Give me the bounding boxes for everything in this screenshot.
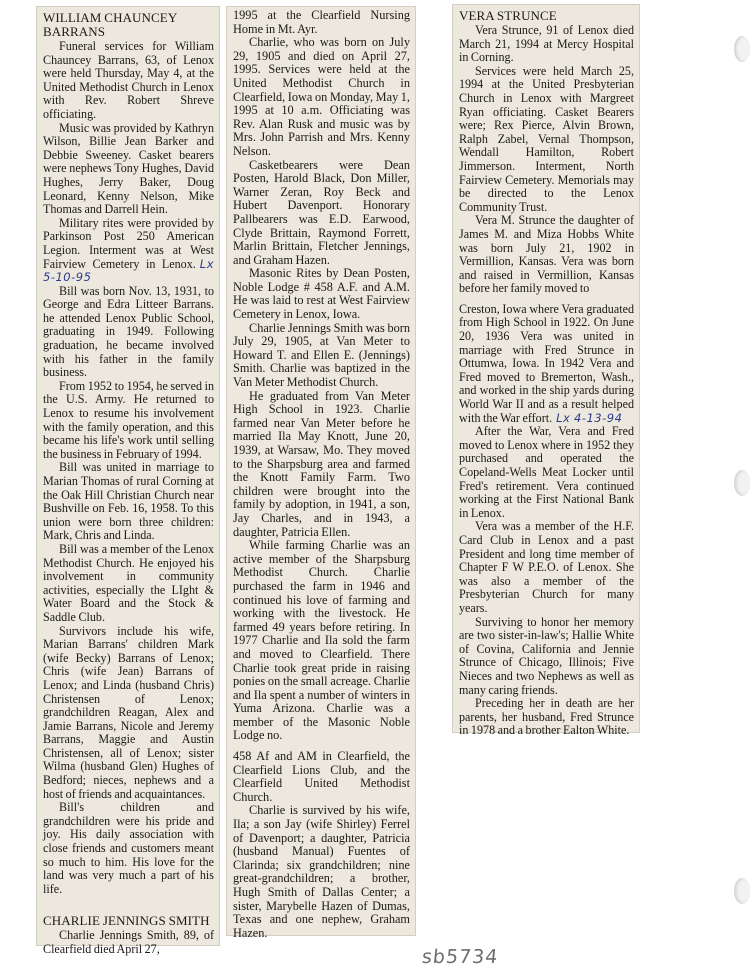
obituary-paragraph: He graduated from Van Meter High School in 1923. Charlie farmed near Van Meter before he married Ila May Knott, June 20, 1939, at Warsaw, Mo. They moved to the Sharpsburg area and farmed the Knott Family Farm. Two children were brought into the family by adoption, in 1941, a son, Jay Charles, and in 1943, a daughter, Patricia Ellen. — [233, 388, 410, 539]
obituary-paragraph: While farming Charlie was an active member of the Sharpsburg Methodist Church. Charlie purchased the farm in 1946 and continued his love of farming and working with the livestock. He farmed 49 years before retiring. In 1977 Charlie and Ila sold the farm and moved to Clearfield. There Charlie took great pride in raising ponies on the small acreage. Charlie and Ila spent a number of winters in Yuma Arizona. Charlie was a member of the Masonic Noble Lodge no. — [233, 538, 410, 743]
obituary-paragraph: Charlie Jennings Smith was born July 29, 1905, at Van Meter to Howard T. and Ellen E. (Jennings) Smith. Charlie was baptized in the Van Meter Methodist Church. — [233, 320, 410, 390]
obituary-paragraph: 458 Af and AM in Clearfield, the Clearfield Lions Club, and the Clearfield United Methodist Church. — [233, 749, 410, 804]
obituary-paragraph: Charlie Jennings Smith, 89, of Clearfield died April 27, — [43, 928, 214, 956]
binder-hole — [734, 878, 750, 904]
obituary-paragraph: Casketbearers were Dean Posten, Harold Black, Don Miller, Warner Zeran, Roy Beck and Hubert Davenport. Honorary Pallbearers was E.D. Earwood, Clyde Brittain, Raymond Forrett, Marlin Brittain, Fletcher Jennings, and Graham Hazen. — [233, 157, 410, 267]
obituary-paragraph: Bill was born Nov. 13, 1931, to George and Edra Litteer Barrans. he attended Lenox Public School, graduating in 1949. Following graduation, he became involved with his father in the family business. — [43, 283, 214, 380]
obituary-paragraph: Vera Strunce, 91 of Lenox died March 21, 1994 at Mercy Hospital in Corning. — [459, 23, 634, 65]
obituary-paragraph: After the War, Vera and Fred moved to Lenox where in 1952 they purchased and operated the Copeland-Wells Meat Locker until Fred's retirement. Vera continued working at the First National Bank in Lenox. — [459, 424, 634, 520]
obituary-paragraph: Charlie, who was born on July 29, 1905 and died on April 27, 1995. Services were held at the United Methodist Church in Clearfield, Iowa on Monday, May 1, 1995 at 10 a.m. Officiating was Rev. Alan Rusk and music was by Mrs. John Parrish and Mrs. Kenny Nelson. — [233, 35, 411, 158]
obituary-heading-strunce: VERA STRUNCE — [459, 8, 557, 23]
obituary-paragraph: Preceding her in death are her parents, her husband, Fred Strunce in 1978 and a brother Ealton White. — [459, 696, 634, 738]
obituary-paragraph: From 1952 to 1954, he served in the U.S. Army. He returned to Lenox to resume his involvement with the family operation, and this became his life's work until selling the business in February of 1994. — [43, 378, 214, 461]
obituary-paragraph: 1995 at the Clearfield Nursing Home in Mt. Ayr. — [233, 8, 410, 36]
obituary-paragraph: Vera was a member of the H.F. Card Club in Lenox and a past President and long time member of Chapter F W P.E.O. of Lenox. She was also a member of the Presbyterian Church for many years. — [459, 519, 634, 615]
obituary-heading-smith: CHARLIE JENNINGS SMITH — [43, 913, 210, 929]
obituary-paragraph: Services were held March 25, 1994 at the United Presbyterian Church in Lenox with Margreet Ryan officiating. Casket Bearers were; Rex Pierce, Alvin Brown, Ralph Zabel, Vernal Thompson, Wendall Hamilton, Robert Jimmerson. Interment, North Fairview Cemetery. Memorials may be directed to the Lenox Community Trust. — [459, 63, 634, 214]
obituary-clipping-strunce — [452, 4, 640, 738]
obituary-paragraph — [459, 303, 634, 425]
obituary-clipping-smith-continued — [226, 6, 416, 940]
obituary-paragraph: Bill's children and grandchildren were his pride and joy. His daily association with close friends and customers meant so much to him. His love for the land was very much a part of his life. — [43, 800, 214, 896]
obituary-paragraph: Survivors include his wife, Marian Barrans' children Mark (wife Becky) Barrans of Lenox; Chris (wife Jean) Barrans of Lenox; and Linda (husband Chris) Christensen of Lenox; grandchildren Reagan, Alex and Jamie Barrans, Nicole and Jeremy Barrans, Maggie and Austin Christensen, all of Lenox; sister Wilma (husband Glen) Hughes of Bedford; nieces, nephews and a host of friends and acquaintances. — [43, 623, 214, 801]
obituary-paragraph: Bill was united in marriage to Marian Thomas of rural Corning at the Oak Hill Christian Church near Bushville on Feb. 16, 1958. To this union were born three children: Mark, Chris and Linda. — [43, 460, 214, 543]
handwritten-date-annotation: Lx 4-13-94 — [556, 410, 623, 425]
obituary-paragraph: Funeral services for William Chauncey Barrans, 63, of Lenox were held Thursday, May 4, at the United Methodist Church in Lenox with Rev. Robert Shreve officiating. — [43, 39, 214, 121]
obituary-paragraph-text: Military rites were provided by Parkinson Post 250 American Legion. Interment was at West Fairview Cemetery in Lenox. — [43, 215, 214, 271]
handwritten-date-annotation: Lx 5-10-95 — [43, 256, 214, 285]
obituary-paragraph: Bill was a member of the Lenox Methodist Church. He enjoyed his involvement in community activities, especially the LIght & Water Board and the Stock & Saddle Club. — [43, 541, 214, 624]
obituary-paragraph: Masonic Rites by Dean Posten, Noble Lodge # 458 A.F. and A.M. He was laid to rest at West Fairview Cemetery in Lenox, Iowa. — [233, 266, 410, 322]
obituary-paragraph: Music was provided by Kathryn Wilson, Billie Jean Barker and Debbie Sweeney. Casket bearers were nephews Tony Hughes, David Hughes, Jerry Baker, Doug Leonard, Kenny Nelson, Mike Thomas and Darrell Hein. — [43, 120, 214, 217]
obituary-paragraph — [43, 217, 214, 285]
obituary-paragraph: Charlie is survived by his wife, Ila; a son Jay (wife Shirley) Ferrel of Davenport; a daughter, Patricia (husband Manual) Fuentes of Clarinda; six grandchildren; nine great-grandchildren; a brother, Hugh Smith of Dallas Center; a sister, Marybelle Hazen of Dumas, Texas and one nephew, Graham Hazen. — [233, 803, 410, 940]
obituary-heading-barrans: WILLIAM CHAUNCEY BARRANS — [43, 10, 177, 39]
obituary-paragraph: Surviving to honor her memory are two sister-in-law's; Hallie White of Covina, California and Jennie Strunce of Chicago, Illinois; Five Nieces and two Nephews as well as many caring friends. — [459, 614, 634, 697]
binder-hole — [734, 36, 750, 62]
catalog-number: sb5734 — [420, 946, 500, 968]
obituary-paragraph-text: Creston, Iowa where Vera graduated from High School in 1922. On June 20, 1936 Vera was united in marriage with Fred Strunce in Ottumwa, Iowa. In 1942 Vera and Fred moved to Bremerton, Wash., and worked in the ship yards during World War II and as a result helped with the War effort. — [459, 301, 634, 425]
binder-hole — [734, 470, 750, 496]
obituary-clipping-barrans — [36, 6, 220, 956]
obituary-paragraph: Vera M. Strunce the daughter of James M. and Miza Hobbs White was born July 21, 1902 in Vermillion, Kansas. Vera was born and raised in Vermillion, Kansas before her family moved to — [459, 213, 634, 296]
